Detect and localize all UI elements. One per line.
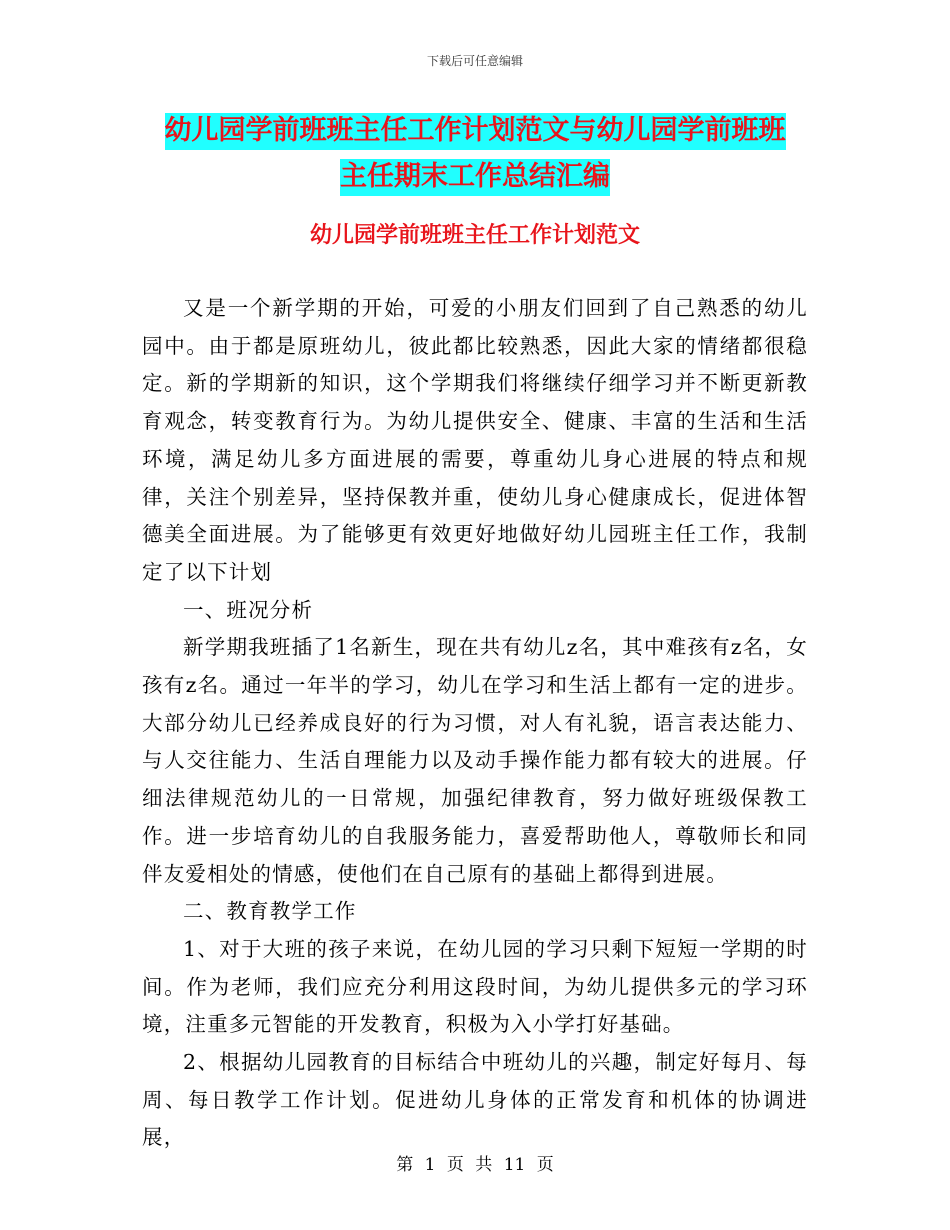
title-line-2: 主任期末工作总结汇编 <box>340 159 610 196</box>
heading-class-analysis: 一、班况分析 <box>183 597 314 622</box>
paragraph-teaching-item-2: 2、根据幼儿园教育的目标结合中班幼儿的兴趣，制定好每月、每周、每日教学工作计划。促进幼儿身体的正常发育和机体的协调进展， <box>142 1050 808 1150</box>
current-page-number: 1 <box>424 1155 436 1175</box>
paragraph-intro: 又是一个新学期的开始，可爱的小朋友们回到了自己熟悉的幼儿园中。由于都是原班幼儿，彼此都比较熟悉，因此大家的情绪都很稳定。新的学期新的知识，这个学期我们将继续仔细学习并不断更新教育观念，转变教育行为。为幼儿提供安全、健康、丰富的生活和生活环境，满足幼儿多方面进展的需要，尊重幼儿身心进展的特点和规律，关注个别差异，坚持保教并重，使幼儿身心健康成长，促进体智德美全面进展。为了能够更有效更好地做好幼儿园班主任工作，我制定了以下计划 <box>142 296 808 584</box>
footer-total-word: 共 <box>475 1155 493 1175</box>
page-footer <box>0 1153 950 1177</box>
document-title <box>0 108 950 200</box>
footer-suffix: 页 <box>536 1155 554 1175</box>
footer-prefix: 第 <box>396 1155 414 1175</box>
section-title: 幼儿园学前班班主任工作计划范文 <box>309 223 640 248</box>
paragraph-class-analysis: 新学期我班插了1名新生，现在共有幼儿z名，其中难孩有z名，女孩有z名。通过一年半的学习，幼儿在学习和生活上都有一定的进步。大部分幼儿已经养成良好的行为习惯，对人有礼貌，语言表达能力、与人交往能力、生活自理能力以及动手操作能力都有较大的进展。仔细法律规范幼儿的一日常规，加强纪律教育，努力做好班级保教工作。进一步培育幼儿的自我服务能力，喜爱帮助他人，尊敬师长和同伴友爱相处的情感，使他们在自己原有的基础上都得到进展。 <box>142 635 808 886</box>
footer-page-word: 页 <box>446 1155 464 1175</box>
document-body <box>142 290 808 1157</box>
header-note: 下载后可任意编辑 <box>426 54 523 68</box>
paragraph-teaching-item-1: 1、对于大班的孩子来说，在幼儿园的学习只剩下短短一学期的时间。作为老师，我们应充分利用这段时间，为幼儿提供多元的学习环境，注重多元智能的开发教育，积极为入小学打好基础。 <box>142 936 808 1037</box>
title-line-1: 幼儿园学前班班主任工作计划范文与幼儿园学前班班 <box>165 113 786 150</box>
total-page-count: 11 <box>503 1155 526 1175</box>
heading-teaching-work: 二、教育教学工作 <box>183 899 357 924</box>
